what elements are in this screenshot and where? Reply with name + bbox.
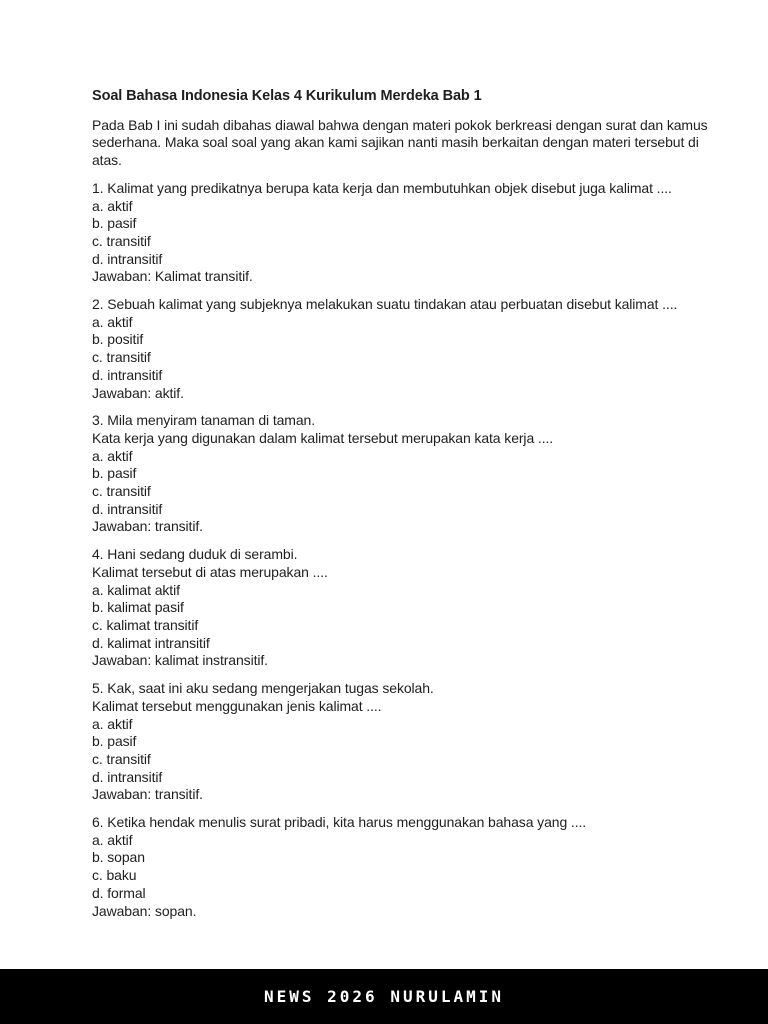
question-prompt-line: Kalimat tersebut di atas merupakan .... [92, 563, 328, 580]
question-block [92, 296, 732, 402]
question-answer: Jawaban: Kalimat transitif. [92, 268, 253, 285]
question-prompt-line: 2. Sebuah kalimat yang subjeknya melakukan suatu tindakan atau perbuatan disebut kalimat .... [92, 296, 678, 313]
question-prompt-line: 3. Mila menyiram tanaman di taman. [92, 412, 316, 429]
question-block [92, 680, 732, 804]
intro-paragraph [92, 117, 732, 170]
question-option: c. transitif [92, 232, 151, 249]
intro-line: sederhana. Maka soal soal yang akan kami sajikan nanti masih berkaitan dengan materi tersebut di [92, 134, 699, 151]
question-option: a. aktif [92, 831, 133, 848]
question-option: d. intransitif [92, 250, 163, 267]
question-answer: Jawaban: aktif. [92, 384, 184, 401]
question-option: c. transitif [92, 483, 151, 500]
question-option: d. kalimat intransitif [92, 634, 210, 651]
question-prompt-line: 5. Kak, saat ini aku sedang mengerjakan tugas sekolah. [92, 680, 434, 697]
question-option: d. intransitif [92, 768, 163, 785]
question-answer: Jawaban: sopan. [92, 902, 197, 919]
question-prompt-line: 1. Kalimat yang predikatnya berupa kata kerja dan membutuhkan objek disebut juga kalimat .... [92, 179, 672, 196]
intro-line: atas. [92, 152, 122, 169]
question-option: d. intransitif [92, 500, 163, 517]
questions [92, 180, 732, 920]
question-prompt-line: Kalimat tersebut menggunakan jenis kalimat .... [92, 697, 382, 714]
question-prompt-line: 6. Ketika hendak menulis surat pribadi, kita harus menggunakan bahasa yang .... [92, 814, 587, 831]
question-block [92, 180, 732, 286]
question-option: a. aktif [92, 197, 133, 214]
question-option: b. positif [92, 331, 144, 348]
question-prompt-line: 4. Hani sedang duduk di serambi. [92, 546, 298, 563]
question-answer: Jawaban: transitif. [92, 518, 203, 535]
question-option: c. transitif [92, 349, 151, 366]
question-option: a. aktif [92, 447, 133, 464]
question-option: b. pasif [92, 215, 137, 232]
question-option: c. transitif [92, 750, 151, 767]
question-option: c. kalimat transitif [92, 616, 199, 633]
question-option: b. sopan [92, 849, 145, 866]
question-option: b. pasif [92, 465, 137, 482]
question-option: c. baku [92, 867, 137, 884]
intro-line: Pada Bab I ini sudah dibahas diawal bahwa dengan materi pokok berkreasi dengan surat dan kamus [92, 116, 708, 133]
question-prompt-line: Kata kerja yang digunakan dalam kalimat tersebut merupakan kata kerja .... [92, 429, 554, 446]
footer-watermark-text: NEWS 2026 NURULAMIN [263, 987, 505, 1006]
question-option: a. kalimat aktif [92, 581, 180, 598]
document-page [92, 88, 732, 930]
question-option: b. kalimat pasif [92, 599, 184, 616]
page-title: Soal Bahasa Indonesia Kelas 4 Kurikulum Merdeka Bab 1 [92, 88, 482, 104]
question-option: a. aktif [92, 715, 133, 732]
question-block [92, 412, 732, 536]
question-block [92, 814, 732, 920]
question-option: a. aktif [92, 313, 133, 330]
footer-bar [0, 969, 768, 1024]
question-option: d. intransitif [92, 366, 163, 383]
question-answer: Jawaban: kalimat instransitif. [92, 652, 268, 669]
question-option: b. pasif [92, 733, 137, 750]
question-answer: Jawaban: transitif. [92, 786, 203, 803]
question-option: d. formal [92, 884, 146, 901]
question-block [92, 546, 732, 670]
